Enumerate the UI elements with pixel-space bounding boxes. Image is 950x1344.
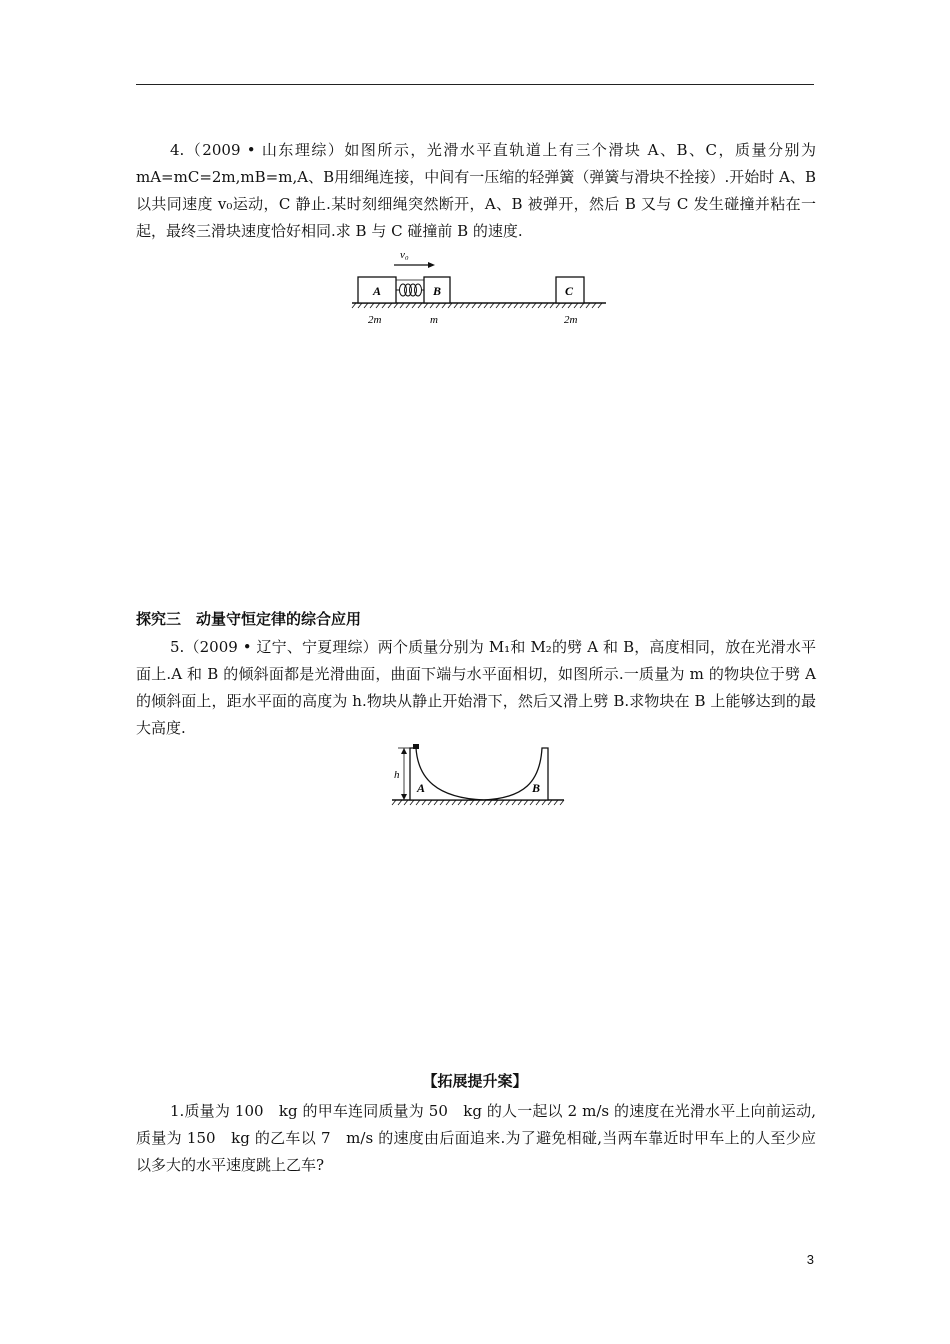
problem-4-figure <box>348 242 610 328</box>
problem-4-text: 4.（2009 • 山东理综）如图所示，光滑水平直轨道上有三个滑块 A、B、C，质量分别为 mA=mC=2m,mB=m,A、B用细绳连接，中间有一压缩的轻弹簧（弹簧与滑块不拴接）.开始时 A、B 以共同速度 v₀运动，C 静止.某时刻细绳突然断开，A、B 被弹开，然后 B 又与 C 发生碰撞并粘在一起，最终三滑块速度恰好相同.求 B 与 C 碰撞前 B 的速度. <box>136 141 816 240</box>
wedge-a-label: A <box>417 781 426 795</box>
velocity-label: v₀ <box>400 249 409 261</box>
extension-problem-1-text: 1.质量为 100 kg 的甲车连同质量为 50 kg 的人一起以 2 m/s 的速度在光滑水平上向前运动,质量为 150 kg 的乙车以 7 m/s 的速度由后面追来.为了避免相碰,当两车靠近时甲车上的人至少应以多大的水平速度跳上乙车? <box>136 1102 816 1174</box>
extension-title: 【拓展提升案】 <box>422 1072 528 1090</box>
block-b-label: B <box>433 284 442 298</box>
mass-a-label: 2m <box>368 314 382 326</box>
header-rule <box>136 84 814 85</box>
block-c-label: C <box>565 284 574 298</box>
page-number: 3 <box>806 1252 814 1267</box>
block-a-label: A <box>373 284 382 298</box>
problem-5-text: 5.（2009 • 辽宁、宁夏理综）两个质量分别为 M₁和 M₂的劈 A 和 B，高度相同，放在光滑水平面上.A 和 B 的倾斜面都是光滑曲面，曲面下端与水平面相切，如图所示.一质量为 m 的物块位于劈 A 的倾斜面上，距水平面的高度为 h.物块从静止开始滑下，然后又滑上劈 B.求物块在 B 上能够达到的最大高度. <box>136 638 816 737</box>
height-label: h <box>394 769 400 781</box>
section-3-title: 探究三 动量守恒定律的综合应用 <box>136 610 362 628</box>
spring-icon <box>396 280 424 296</box>
wedge-b-label: B <box>532 781 541 795</box>
small-block <box>413 744 419 749</box>
problem-5-figure <box>384 742 572 806</box>
mass-b-label: m <box>430 314 438 326</box>
mass-c-label: 2m <box>564 314 578 326</box>
